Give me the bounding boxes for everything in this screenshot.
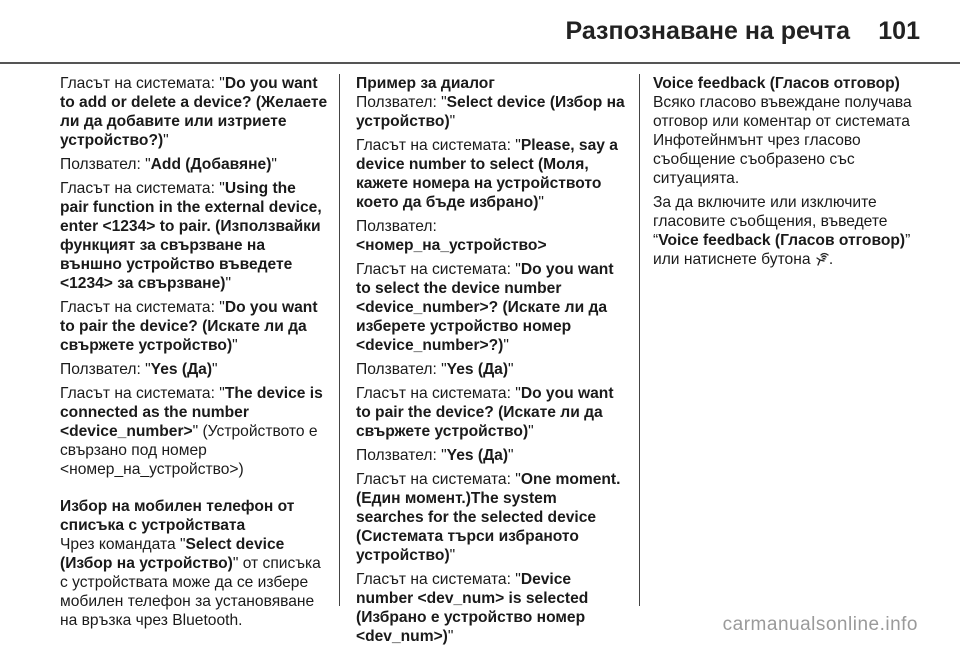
paragraph: Ползвател: "Yes (Да)": [356, 361, 514, 378]
paragraph: Гласът на системата: "Do you want to select the device number <device_number>? (Искате ли да изберете устройство номер <device_number>?)": [356, 261, 614, 354]
paragraph: Ползвател: "Add (Добавяне)": [60, 156, 277, 173]
watermark: carmanualsonline.info: [722, 614, 918, 635]
column-divider: [339, 74, 340, 606]
voice-command-icon: [815, 252, 829, 266]
paragraph: Ползвател: <номер_на_устройство>: [356, 218, 547, 254]
paragraph: Чрез командата "Select device (Избор на устройство)" от списъка с устройствата може да се избере мобилен телефон за установяване на връзка чрез Bluetooth.: [60, 536, 321, 629]
section-heading: Voice feedback (Гласов отговор): [653, 75, 900, 92]
column-divider: [639, 74, 640, 606]
paragraph: Гласът на системата: "Device number <dev_num> is selected (Избрано е устройство номер <dev_num>)": [356, 571, 589, 645]
page-number: 101: [878, 17, 920, 45]
paragraph: Ползвател: "Yes (Да)": [60, 361, 218, 378]
paragraph: Ползвател: "Select device (Избор на устройство)": [356, 94, 625, 130]
paragraph: Гласът на системата: "Do you want to pair the device? (Искате ли да свържете устройство)": [60, 299, 318, 354]
paragraph: Гласът на системата: "One moment. (Един момент.)The system searches for the selected device (Системата търси избраното устройство)": [356, 471, 621, 564]
paragraph: Ползвател: "Yes (Да)": [356, 447, 514, 464]
section-title: Разпознаване на речта: [565, 17, 850, 45]
section-heading: Избор на мобилен телефон от списъка с устройствата: [60, 498, 295, 534]
paragraph: За да включите или изключите гласовите съобщения, въведете “Voice feedback (Гласов отговор)” или натиснете бутона .: [653, 194, 911, 268]
paragraph: Всяко гласово въвеждане получава отговор или коментар от системата Инфотейнмънт чрез гласово съобщение съобразено със ситуацията.: [653, 94, 912, 187]
paragraph: Гласът на системата: "Do you want to add or delete a device? (Желаете ли да добавите или изтриете устройство?)": [60, 75, 328, 149]
section-heading: Пример за диалог: [356, 75, 495, 92]
paragraph: Гласът на системата: "Using the pair function in the external device, enter <1234> to pair. (Използвайки функцият за свързване на външно устройство въведете <1234> за свързване)": [60, 180, 322, 292]
column-1: [60, 74, 328, 635]
page-header: [0, 0, 960, 64]
paragraph: Гласът на системата: "The device is connected as the number <device_number>" (Устройството е свързано под номер <номер_на_устройство>): [60, 385, 323, 478]
column-3: [653, 74, 923, 274]
paragraph: Гласът на системата: "Please, say a device number to select (Моля, кажете номера на устройството което да бъде избрано)": [356, 137, 618, 211]
paragraph: Гласът на системата: "Do you want to pair the device? (Искате ли да свържете устройство)": [356, 385, 614, 440]
column-2: [356, 74, 628, 651]
